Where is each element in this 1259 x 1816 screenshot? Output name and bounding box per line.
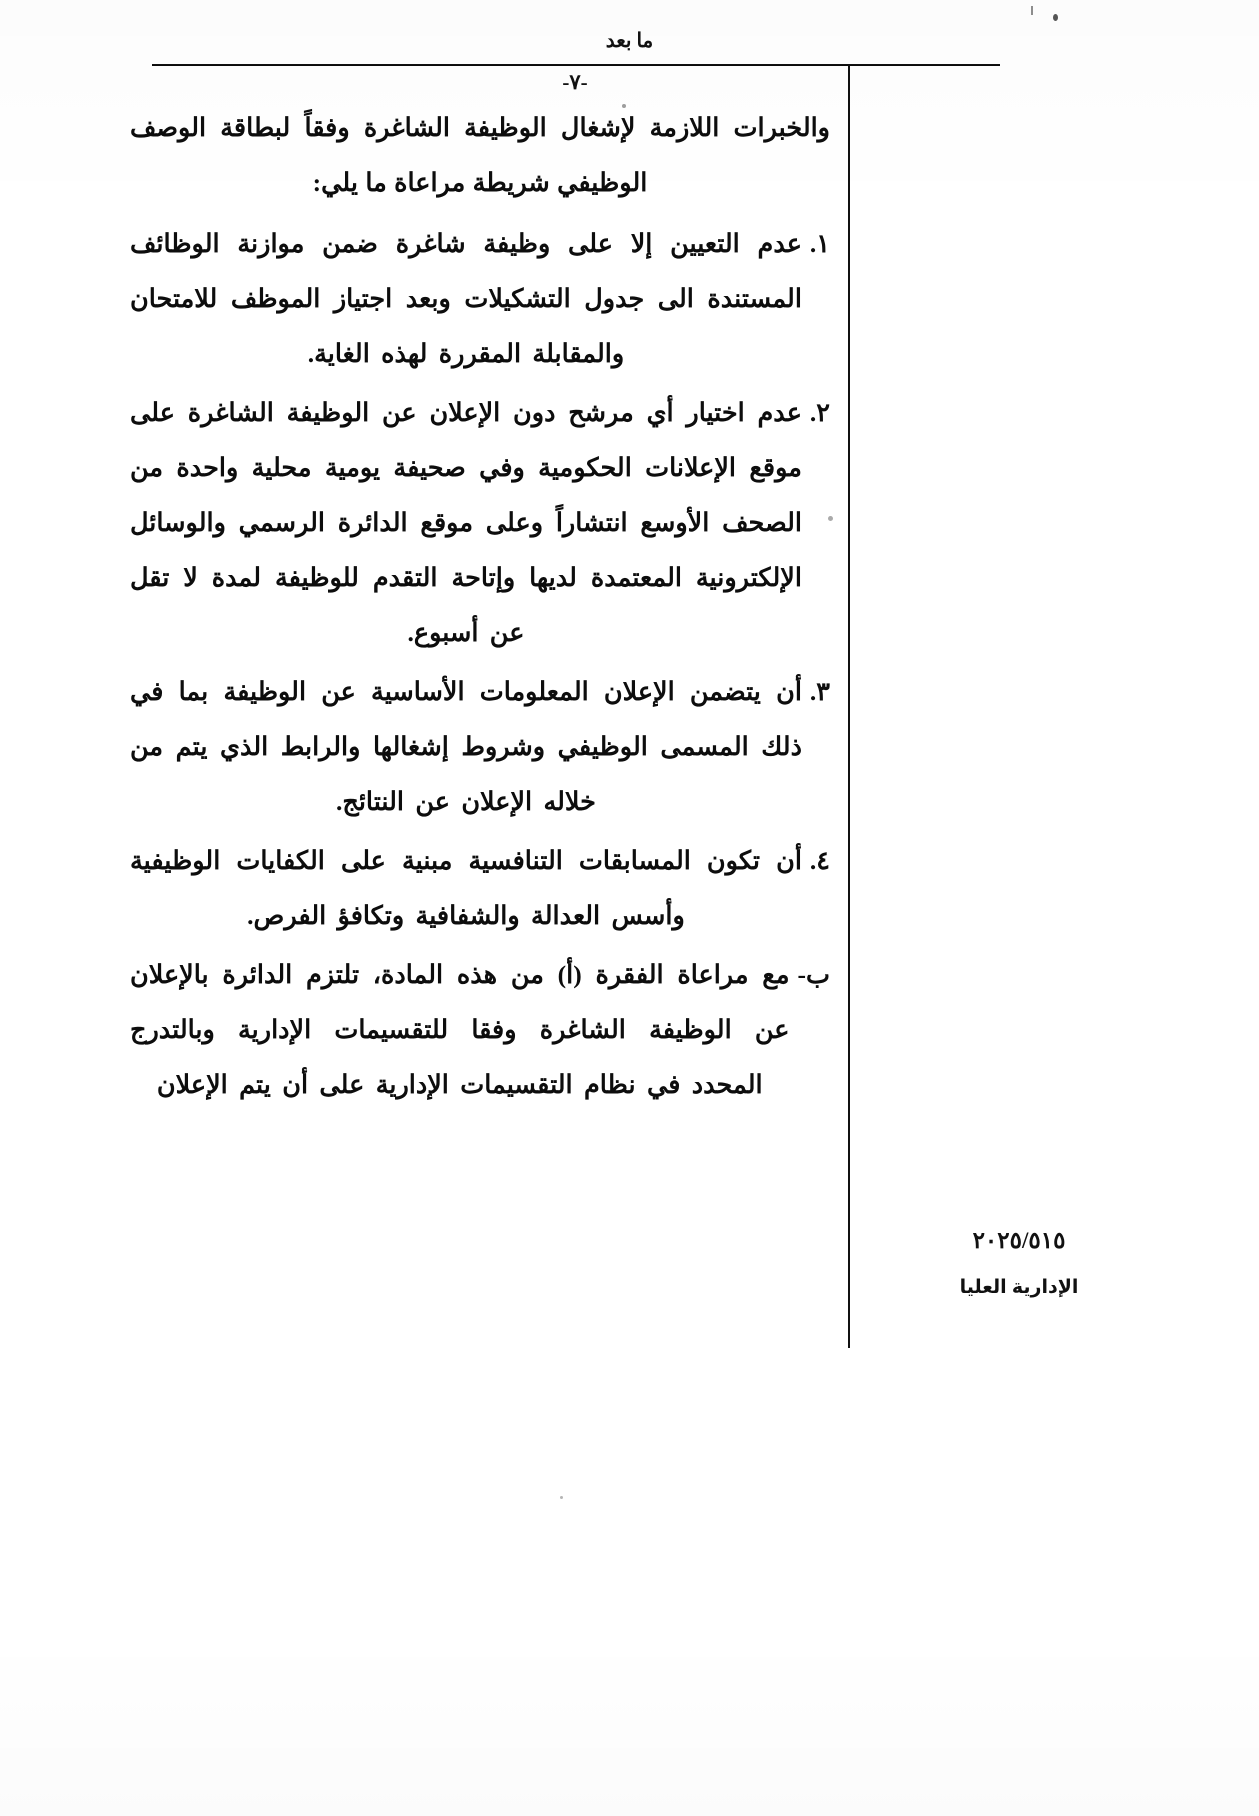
list-item-text: أن تكون المسابقات التنافسية مبنية على الكفايات الوظيفية وأسس العدالة والشفافية وتكافؤ الفرص. (130, 846, 802, 930)
list-item-text: عدم اختيار أي مرشح دون الإعلان عن الوظيفة الشاغرة على موقع الإعلانات الحكومية وفي صحيفة يومية محلية واحدة من الصحف الأوسع انتشاراً وعلى موقع الدائرة الرسمي والوسائل الإلكترونية المعتمدة لديها وإتاحة التقدم للوظيفة لمدة لا تقل عن أسبوع. (130, 398, 802, 647)
reference-number: ٢٠٢٥/٥١٥ (972, 1228, 1066, 1253)
margin-vertical-rule (848, 64, 850, 1348)
document-body (130, 100, 830, 1116)
lead-paragraph: والخبرات اللازمة لإشغال الوظيفة الشاغرة وفقاً لبطاقة الوصف الوظيفي شريطة مراعاة ما يلي: (130, 113, 830, 197)
scan-edge-tick (1031, 6, 1033, 15)
page-header-note: ما بعد (605, 30, 654, 52)
header-horizontal-rule (152, 64, 1000, 66)
list-item-marker: ٤. (809, 846, 830, 875)
scan-speck (560, 1496, 563, 1499)
page-number: -٧- (562, 70, 588, 94)
department-label: الإدارية العليا (959, 1277, 1079, 1298)
list-item-marker: ١. (809, 229, 830, 258)
clause-b (130, 947, 830, 1112)
clause-b-text: مع مراعاة الفقرة (أ) من هذه المادة، تلتزم الدائرة بالإعلان عن الوظيفة الشاغرة وفقا للتقسيمات الإدارية وبالتدرج المحدد في نظام التقسيمات الإدارية على أن يتم الإعلان (130, 960, 790, 1099)
list-item-marker: ٢. (809, 398, 830, 427)
scan-speck (1053, 14, 1058, 21)
list-item-marker: ٣. (809, 677, 830, 706)
list-item (130, 216, 830, 381)
list-item (130, 385, 830, 660)
list-item (130, 833, 830, 943)
list-item (130, 664, 830, 829)
list-item-text: أن يتضمن الإعلان المعلومات الأساسية عن الوظيفة بما في ذلك المسمى الوظيفي وشروط إشغالها والرابط الذي يتم من خلاله الإعلان عن النتائج. (130, 677, 802, 816)
list-item-text: عدم التعيين إلا على وظيفة شاغرة ضمن موازنة الوظائف المستندة الى جدول التشكيلات وبعد اجتياز الموظف للامتحان والمقابلة المقررة لهذه الغاية. (130, 229, 802, 368)
clause-b-marker: ب- (797, 960, 830, 989)
